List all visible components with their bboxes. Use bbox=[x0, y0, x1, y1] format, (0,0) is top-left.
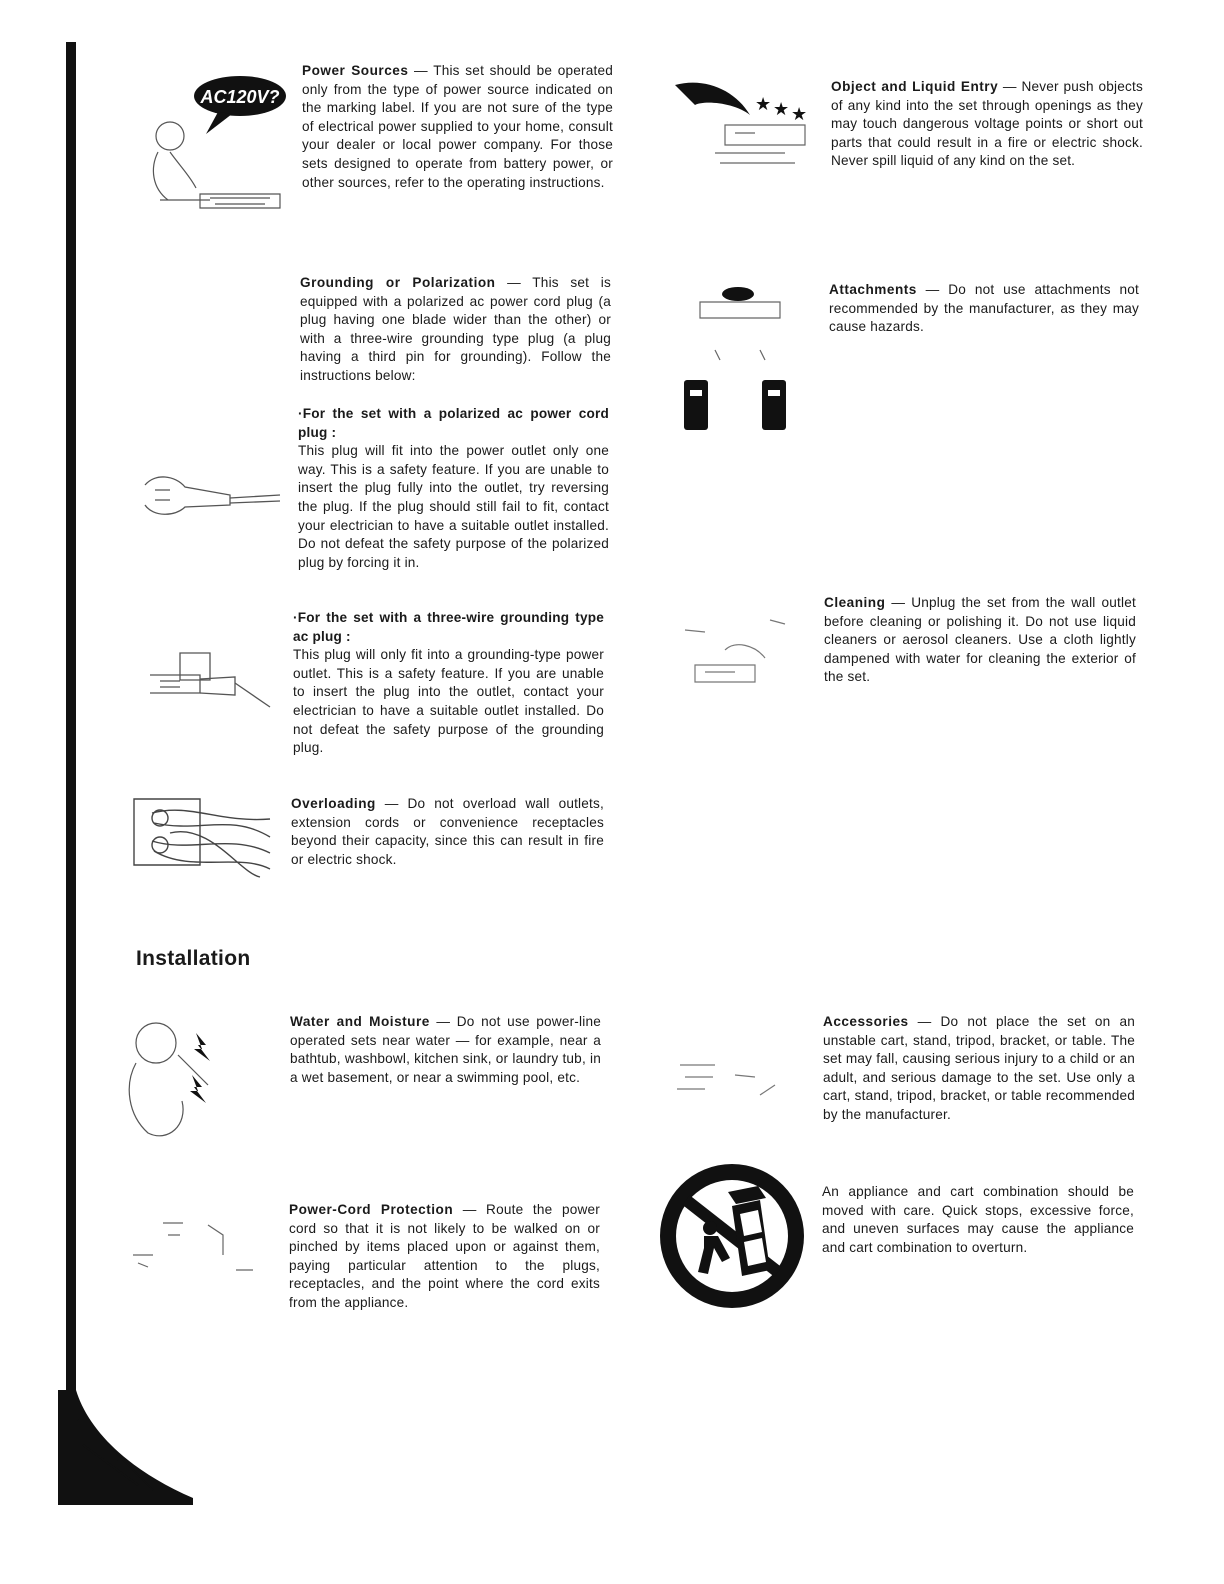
liquid-entry-illustration bbox=[665, 75, 815, 180]
page-spine-bar bbox=[66, 42, 76, 1502]
polarized-plug-block bbox=[298, 405, 609, 572]
power-cord-illustration bbox=[128, 1215, 263, 1280]
power-sources-body: — This set should be operated only from the type of power source indicated on the marking label. If you are not sure of the type of electrical power supplied to your home, consult your dealer or local power company. For those sets designed to operate from battery power, or other sources, refer to the operating instructions. bbox=[302, 63, 613, 190]
power-cord-body: — Route the power cord so that it is not likely to be walked on or pinched by items placed upon or against them, paying particular attention to the plugs, receptacles, and the point where the cord exits from the appliance. bbox=[289, 1202, 600, 1310]
power-cord-block bbox=[289, 1201, 600, 1313]
three-wire-plug-block bbox=[293, 609, 604, 758]
ac120v-illustration bbox=[140, 68, 290, 218]
object-liquid-title: Object and Liquid Entry bbox=[831, 79, 999, 94]
grounding-body: — This set is equipped with a polarized ac power cord plug (a plug having one blade wider than the other) or with a three-wire grounding type plug (a plug having a third pin for grounding). Follow the instructions below: bbox=[300, 275, 612, 383]
overloading-block bbox=[291, 795, 604, 869]
cart-warning-block bbox=[822, 1183, 1134, 1257]
cleaning-block bbox=[824, 594, 1136, 687]
page-spine-foot bbox=[58, 1390, 198, 1505]
water-moisture-block bbox=[290, 1013, 601, 1087]
attachments-title: Attachments bbox=[829, 282, 917, 297]
overloaded-outlet-illustration bbox=[130, 793, 275, 883]
grounding-block bbox=[300, 274, 611, 386]
three-wire-plug-illustration bbox=[140, 645, 275, 715]
three-wire-plug-body: This plug will only fit into a grounding-type power outlet. This is a safety feature. If you are unable to insert the plug into the outlet, contact your electrician to have a suitable outlet installed. Do not defeat the safety purpose of the grounding plug. bbox=[293, 647, 604, 756]
accessories-title: Accessories bbox=[823, 1014, 909, 1029]
attachments-body: — Do not use attachments not recommended by the manufacturer, as they may cause hazards. bbox=[829, 282, 1139, 335]
polarized-plug-title: ·For the set with a polarized ac power cord plug : bbox=[298, 406, 609, 440]
overloading-title: Overloading bbox=[291, 796, 376, 811]
ac120v-badge-text: AC120V? bbox=[200, 87, 280, 107]
cleaning-body: — Unplug the set from the wall outlet before cleaning or polishing it. Do not use liquid cleaners or aerosol cleaners. Use a cloth lightly dampened with water for cleaning the exterior of the set. bbox=[824, 595, 1136, 685]
svg-text:★: ★ bbox=[755, 94, 772, 115]
object-liquid-body: — Never push objects of any kind into the set through openings as they may touch dangerous voltage points or short out parts that could result in a fire or electric shock. Never spill liquid of any kind on the set. bbox=[831, 79, 1143, 169]
accessories-illustration bbox=[665, 1055, 785, 1105]
power-cord-title: Power-Cord Protection bbox=[289, 1202, 454, 1217]
cart-tip-warning-icon bbox=[658, 1162, 806, 1310]
attachments-block bbox=[829, 281, 1139, 337]
overloading-body: — Do not overload wall outlets, extension cords or convenience receptacles beyond their capacity, since this can result in fire or electric shock. bbox=[291, 796, 604, 867]
accessories-block bbox=[823, 1013, 1135, 1125]
attachments-illustration bbox=[670, 280, 805, 440]
water-moisture-illustration bbox=[118, 1015, 273, 1145]
water-moisture-body: — Do not use power-line operated sets near water — for example, near a bathtub, washbowl, kitchen sink, or laundry tub, in a wet basement, or near a swimming pool, etc. bbox=[290, 1014, 601, 1085]
polarized-plug-illustration bbox=[135, 465, 285, 525]
grounding-title: Grounding or Polarization bbox=[300, 275, 496, 290]
power-sources-title: Power Sources bbox=[302, 63, 409, 78]
cart-warning-body: An appliance and cart combination should be moved with care. Quick stops, excessive force, and uneven surfaces may cause the appliance and cart combination to overturn. bbox=[822, 1184, 1134, 1255]
svg-text:★: ★ bbox=[773, 99, 790, 120]
power-sources-block bbox=[302, 62, 613, 192]
three-wire-plug-title: ·For the set with a three-wire grounding type ac plug : bbox=[293, 610, 604, 644]
object-liquid-block bbox=[831, 78, 1143, 171]
cleaning-illustration bbox=[675, 610, 800, 690]
installation-heading: Installation bbox=[136, 947, 251, 970]
polarized-plug-body: This plug will fit into the power outlet only one way. This is a safety feature. If you are unable to insert the plug fully into the outlet, try reversing the plug. If the plug should still fail to fit, contact your electrician to have a suitable outlet installed. Do not defeat the safety purpose of the polarized plug by forcing it in. bbox=[298, 443, 609, 570]
accessories-body: — Do not place the set on an unstable cart, stand, tripod, bracket, or table. The set may fall, causing serious injury to a child or an adult, and serious damage to the set. Use only a cart, stand, tripod, bracket, or table recommended by the manufacturer. bbox=[823, 1014, 1135, 1122]
cleaning-title: Cleaning bbox=[824, 595, 886, 610]
svg-text:★: ★ bbox=[791, 104, 808, 125]
water-moisture-title: Water and Moisture bbox=[290, 1014, 430, 1029]
